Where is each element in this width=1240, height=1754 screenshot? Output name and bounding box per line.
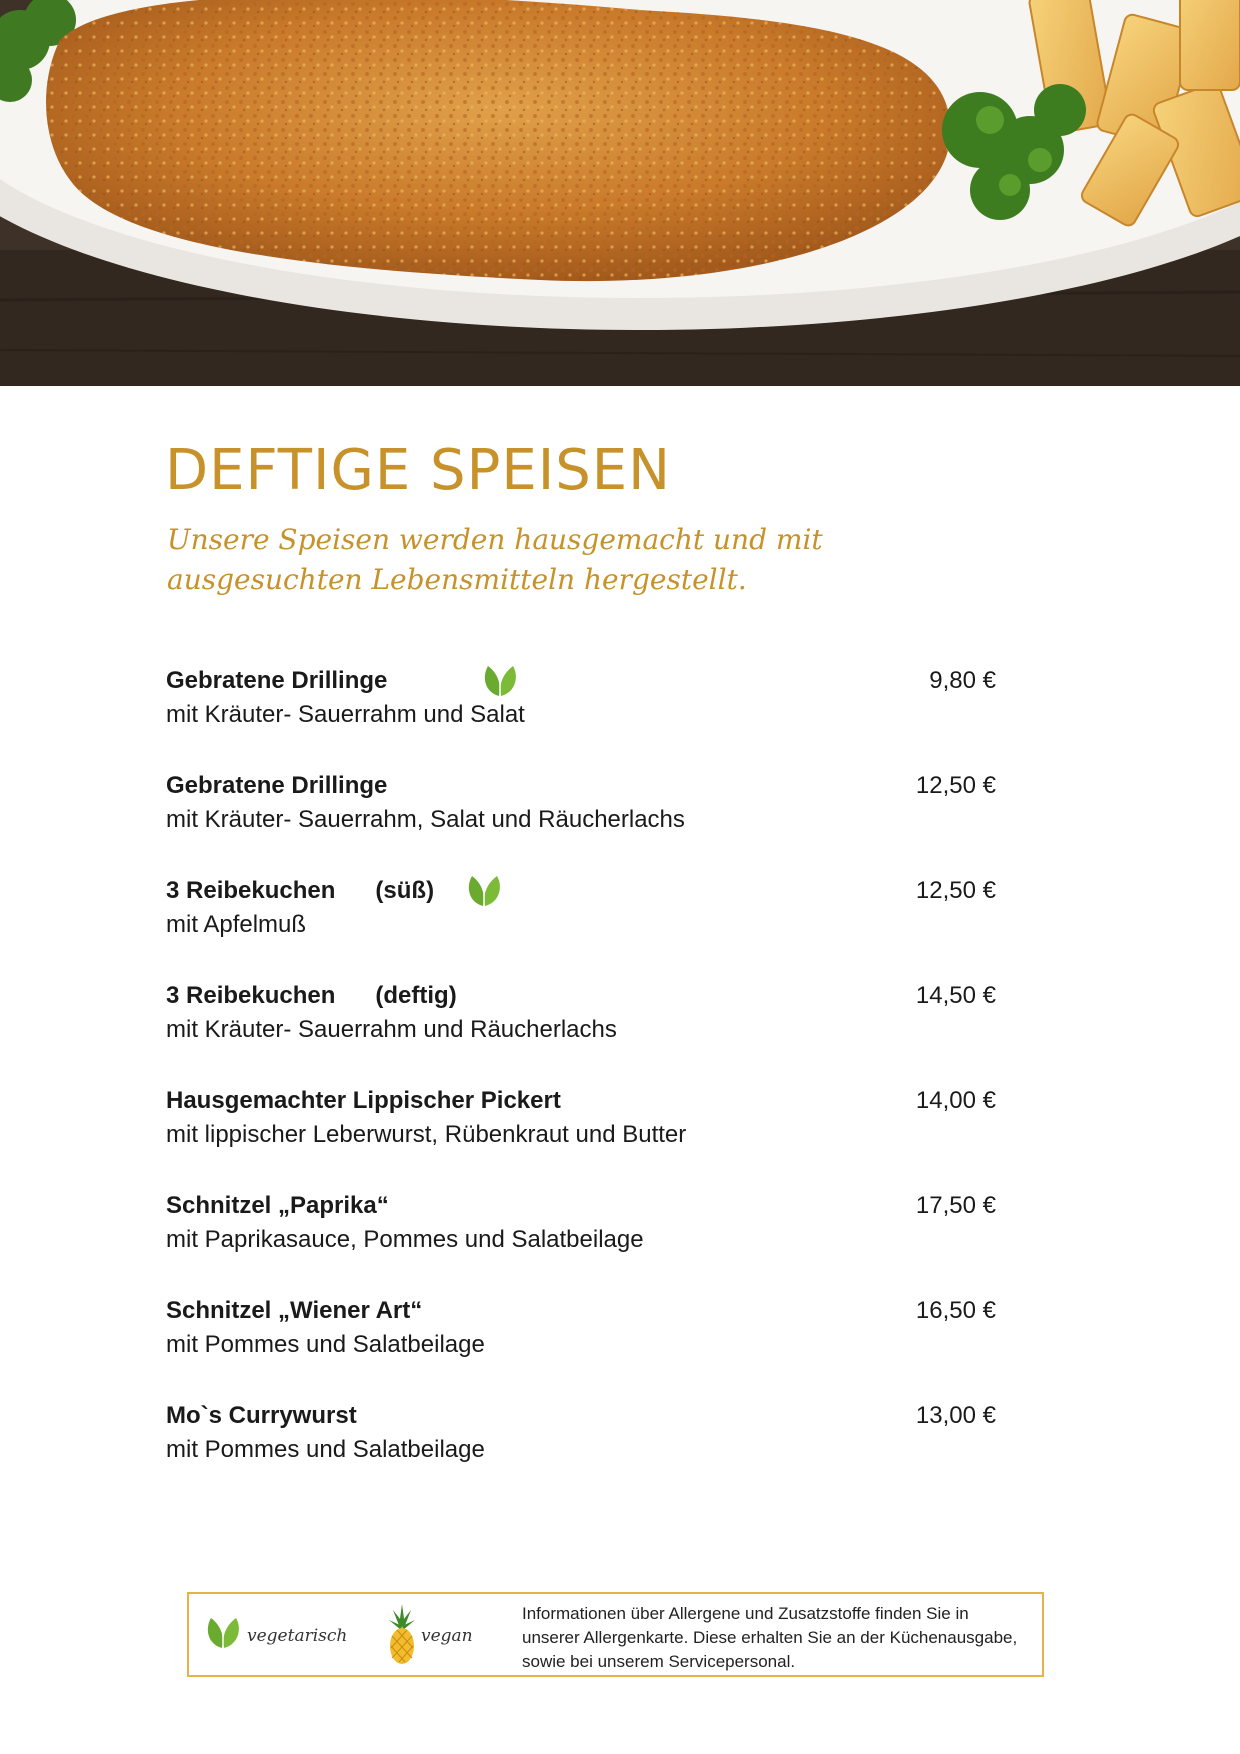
menu-item-price: 9,80 €: [929, 667, 996, 694]
page-subtitle: Unsere Speisen werden hausgemacht und mit ausgesuchten Lebensmitteln hergestellt.: [167, 523, 823, 596]
allergen-info-text: Informationen über Allergene und Zusatzstoffe finden Sie in unserer Allergenkarte. Diese erhalten Sie an der Küchenausgabe, sowie bei unserem Servicepersonal.: [522, 1604, 1018, 1671]
menu-item-name: Mo`s Currywurst: [166, 1402, 357, 1429]
menu-item-name: Gebratene Drillinge: [166, 667, 388, 694]
menu-item-description: mit lippischer Leberwurst, Rübenkraut und Butter: [166, 1121, 687, 1148]
hero-food-photo: [0, 0, 1240, 386]
vegetarian-leaf-icon: [464, 872, 504, 910]
menu-item-description: mit Kräuter- Sauerrahm und Räucherlachs: [166, 1016, 617, 1043]
menu-item-description: mit Paprikasauce, Pommes und Salatbeilage: [166, 1226, 644, 1253]
vegetarian-leaf-icon: [480, 662, 520, 700]
menu-item: [166, 979, 996, 1084]
footer-info-box: [187, 1592, 1044, 1677]
menu-item-description: mit Kräuter- Sauerrahm und Salat: [166, 701, 525, 728]
menu-item-price: 13,00 €: [915, 1402, 996, 1429]
menu-item-description: mit Pommes und Salatbeilage: [166, 1436, 485, 1463]
menu-item-name: Schnitzel „Wiener Art“: [166, 1297, 423, 1324]
menu-item-name: 3 Reibekuchen (süß): [166, 877, 435, 904]
menu-item: [166, 664, 996, 769]
menu-item: [166, 1294, 996, 1399]
menu-item-price: 14,00 €: [915, 1087, 996, 1114]
menu-list: [166, 664, 996, 1504]
legend-vegetarian-label: vegetarisch: [247, 1626, 348, 1646]
menu-item: [166, 1399, 996, 1504]
menu-item-name: Gebratene Drillinge: [166, 772, 388, 799]
menu-item-description: mit Kräuter- Sauerrahm, Salat und Räucherlachs: [166, 806, 685, 833]
menu-item-price: 12,50 €: [915, 877, 996, 904]
menu-item-price: 17,50 €: [915, 1192, 996, 1219]
menu-item: [166, 1189, 996, 1294]
menu-item: [166, 1084, 996, 1189]
menu-item-price: 16,50 €: [915, 1297, 996, 1324]
menu-item: [166, 874, 996, 979]
pineapple-icon: [387, 1602, 417, 1666]
legend-vegan-label: vegan: [421, 1626, 473, 1646]
menu-item-description: mit Pommes und Salatbeilage: [166, 1331, 485, 1358]
menu-item-description: mit Apfelmuß: [166, 911, 307, 938]
menu-item-name: Hausgemachter Lippischer Pickert: [166, 1087, 561, 1114]
page-title: DEFTIGE SPEISEN: [165, 438, 672, 503]
menu-item-price: 12,50 €: [915, 772, 996, 799]
vegetarian-leaf-icon: [203, 1614, 243, 1652]
menu-item-price: 14,50 €: [915, 982, 996, 1009]
menu-item-name: 3 Reibekuchen (deftig): [166, 982, 457, 1009]
menu-item-name: Schnitzel „Paprika“: [166, 1192, 389, 1219]
menu-item: [166, 769, 996, 874]
